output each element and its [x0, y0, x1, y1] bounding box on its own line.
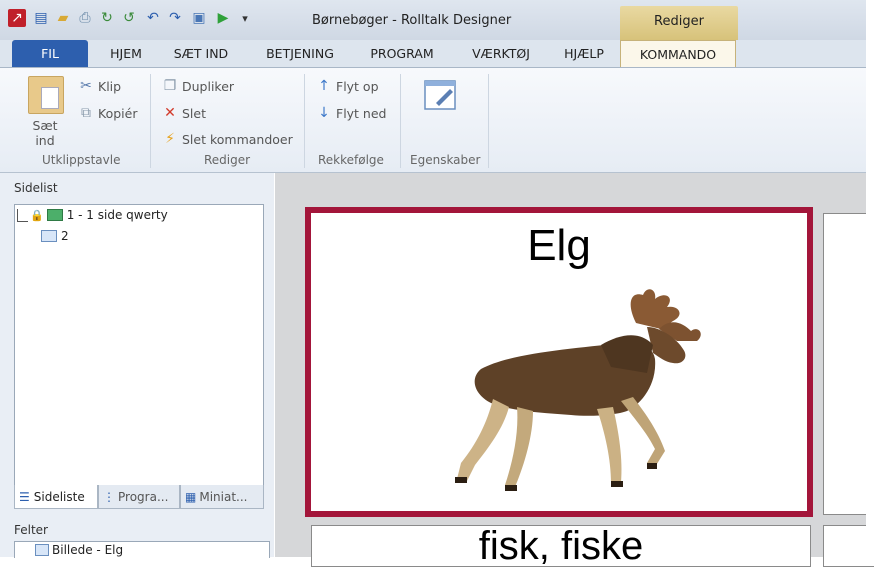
ribbon-separator [488, 74, 489, 168]
scissors-icon: ✂ [80, 78, 92, 94]
ribbon-tab-row [0, 40, 874, 68]
tab-hjem[interactable]: HJEM [110, 46, 142, 61]
tab-vaerktoj[interactable]: VÆRKTØJ [472, 46, 530, 61]
tree-connector-icon [17, 209, 28, 222]
title-bar [0, 0, 874, 40]
duplicate-button[interactable]: ❐ Dupliker [163, 78, 235, 94]
tab-hjaelp[interactable]: HJÆLP [564, 46, 604, 61]
group-label-properties: Egenskaber [410, 153, 481, 167]
tree-item-page-1[interactable]: 🔒 1 - 1 side qwerty [17, 208, 168, 222]
fields-item[interactable]: Billede - Elg [35, 543, 123, 557]
tree-list-icon: ⋮ [103, 489, 115, 504]
delete-x-icon: ✕ [164, 105, 176, 121]
tab-fil[interactable]: FIL [12, 40, 88, 67]
fields-list [14, 541, 270, 558]
refresh-alt-icon[interactable]: ↺ [123, 10, 135, 26]
ribbon [0, 68, 874, 173]
delete-commands-icon: ⚡ [165, 131, 175, 147]
page-color-icon [47, 209, 63, 221]
sidelist-title: Sidelist [14, 181, 58, 195]
open-folder-icon[interactable]: ▰ [57, 10, 69, 26]
grid-icon: ▦ [185, 489, 197, 504]
image-field-icon [35, 544, 49, 556]
cell-elg-label: Elg [527, 221, 591, 270]
design-canvas [275, 173, 874, 567]
page-icon[interactable]: ▣ [192, 10, 206, 26]
duplicate-icon: ❐ [163, 78, 177, 94]
properties-icon[interactable] [422, 76, 460, 114]
move-up-button[interactable]: ↑ Flyt op [316, 78, 379, 94]
page-blank-icon [41, 230, 57, 242]
print-icon[interactable]: ⎙ [79, 10, 91, 26]
lock-icon: 🔒 [30, 208, 44, 222]
context-tab-header [620, 6, 738, 40]
play-icon[interactable]: ▶ [217, 10, 229, 26]
tree-item-page-2[interactable]: 2 [41, 229, 69, 243]
tab-sideliste[interactable]: ☰ Sideliste [14, 485, 98, 509]
cell-fisk-label: fisk, fiske [478, 525, 644, 567]
context-tab-label: Rediger [654, 14, 704, 29]
cell-elg[interactable] [305, 207, 813, 517]
window-right-edge [866, 0, 874, 557]
moose-image [421, 283, 711, 503]
fields-title: Felter [14, 523, 48, 537]
ribbon-separator [304, 74, 305, 168]
tab-saet-ind[interactable]: SÆT IND [173, 46, 229, 61]
cut-button[interactable]: ✂ Klip [78, 78, 121, 94]
paste-button-label[interactable]: Sæt ind [32, 118, 58, 148]
tab-program-list[interactable]: ⋮ Progra... [98, 485, 180, 509]
group-label-order: Rekkefølge [318, 153, 384, 167]
delete-button[interactable]: ✕ Slet [162, 105, 206, 121]
ribbon-separator [150, 74, 151, 168]
tab-program[interactable]: PROGRAM [370, 46, 434, 61]
refresh-icon[interactable]: ↻ [101, 10, 113, 26]
arrow-down-icon: ↓ [318, 105, 330, 121]
page-tree [14, 204, 264, 486]
app-icon[interactable]: ↗ [8, 9, 26, 27]
delete-commands-button[interactable]: ⚡ Slet kommandoer [162, 131, 293, 147]
redo-icon[interactable]: ↷ [169, 10, 181, 26]
window-title: Børnebøger - Rolltalk Designer [312, 13, 512, 28]
undo-icon[interactable]: ↶ [147, 10, 159, 26]
group-label-clipboard: Utklippstavle [42, 153, 121, 167]
group-label-edit: Rediger [204, 153, 251, 167]
left-panel [0, 173, 274, 557]
left-panel-tabs [14, 485, 264, 509]
tab-miniatures[interactable]: ▦ Miniat... [180, 485, 264, 509]
ribbon-separator [400, 74, 401, 168]
list-icon: ☰ [19, 489, 30, 504]
dropdown-icon[interactable]: ▾ [242, 11, 248, 25]
tab-kommando[interactable]: KOMMANDO [620, 40, 736, 67]
copy-icon: ⧉ [81, 105, 91, 121]
tab-betjening[interactable]: BETJENING [266, 46, 334, 61]
save-icon[interactable]: ▤ [34, 10, 48, 26]
paste-icon[interactable] [28, 76, 64, 114]
arrow-up-icon: ↑ [318, 78, 330, 94]
cell-fisk[interactable] [311, 525, 811, 567]
copy-button[interactable]: ⧉ Kopiér [78, 105, 137, 121]
move-down-button[interactable]: ↓ Flyt ned [316, 105, 386, 121]
